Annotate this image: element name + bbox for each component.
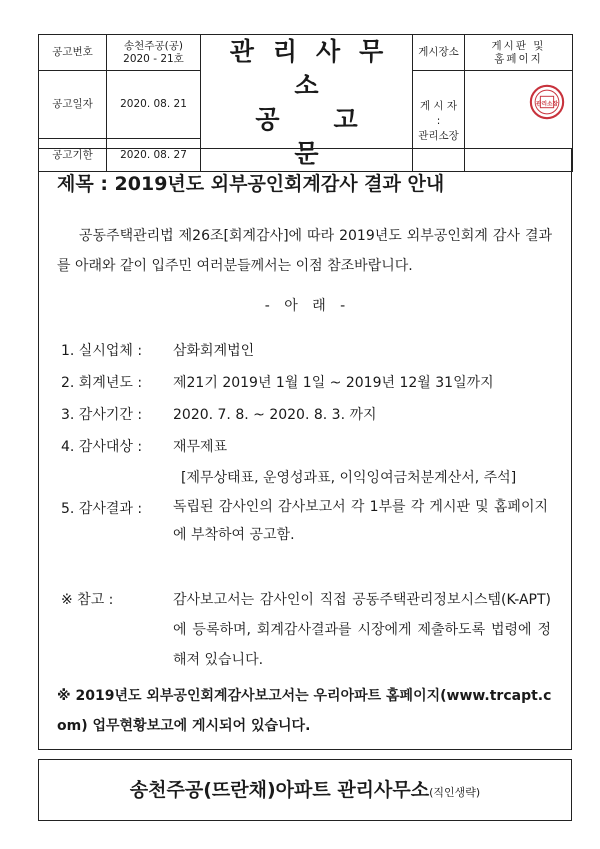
detail-list: [61, 335, 551, 551]
list-item: [61, 493, 551, 551]
poster-label: 게 시 자 : 관리소장: [413, 71, 465, 172]
item-label: 1. 실시업체 :: [61, 343, 143, 359]
item-sub-value: [제무상태표, 운영성과표, 이익잉여금처분계산서, 주석]: [181, 470, 517, 486]
homepage-note: ※ 2019년도 외부공인회계감사보고서는 우리아파트 홈페이지(www.trcapt.com) 업무현황보고에 게시되어 있습니다.: [57, 688, 552, 734]
list-item: [61, 399, 551, 431]
item-value: 제21기 2019년 1월 1일 ~ 2019년 12월 31일까지: [173, 375, 494, 391]
subject-heading: 제목 : 2019년도 외부공인회계감사 결과 안내: [57, 173, 445, 195]
item-value: 삼화회계법인: [173, 343, 255, 359]
item-label: 4. 감사대상 :: [61, 439, 143, 455]
note-text: 감사보고서는 감사인이 직접 공동주택관리정보시스템(K-APT)에 등록하며, 회계감사결과를 시장에게 제출하도록 법령에 정해져 있습니다.: [173, 592, 551, 668]
notice-date-label: 공고일자: [39, 71, 107, 139]
list-item: [61, 367, 551, 399]
footer-signature: [38, 759, 572, 821]
note-label: ※ 참고 :: [61, 592, 114, 608]
list-item: [61, 431, 551, 463]
deadline-label: 공고기한: [39, 139, 107, 172]
title-line-1: 관리사무소: [229, 37, 403, 100]
organization-name: 송천주공(뜨란채)아파트 관리사무소: [129, 779, 430, 801]
notice-no-value: 송천주공(공) 2020 - 21호: [107, 35, 201, 71]
intro-paragraph: 공동주택관리법 제26조[회계감사]에 따라 2019년도 외부공인회계 감사 결과를 아래와 같이 입주민 여러분들께서는 이점 참조바랍니다.: [57, 228, 552, 274]
item-value: 2020. 7. 8. ~ 2020. 8. 3. 까지: [173, 407, 377, 423]
section-divider-label: - 아 래 -: [264, 298, 346, 314]
notice-no-label: 공고번호: [39, 35, 107, 71]
item-value: 재무제표: [173, 439, 228, 455]
item-label: 3. 감사기간 :: [61, 407, 143, 423]
notice-body: [38, 148, 572, 750]
list-item-sub: [61, 463, 551, 493]
official-seal-icon: [528, 83, 566, 121]
seal-omitted-note: (직인생략): [429, 786, 481, 799]
item-label: 5. 감사결과 :: [61, 501, 143, 517]
title-line-2: 공고문: [255, 105, 412, 168]
seal-text: 관리소장: [536, 101, 558, 108]
list-item: [61, 335, 551, 367]
notice-document: [38, 34, 572, 820]
notice-date-value: 2020. 08. 21: [107, 71, 201, 139]
item-label: 2. 회계년도 :: [61, 375, 143, 391]
post-place-label: 게시장소: [413, 35, 465, 71]
deadline-value: 2020. 08. 27: [107, 139, 201, 172]
item-value: 독립된 감사인의 감사보고서 각 1부를 각 게시판 및 홈페이지에 부착하여 공고함.: [173, 499, 548, 543]
post-place-value: 게시판 및 홈페이지: [465, 35, 573, 71]
